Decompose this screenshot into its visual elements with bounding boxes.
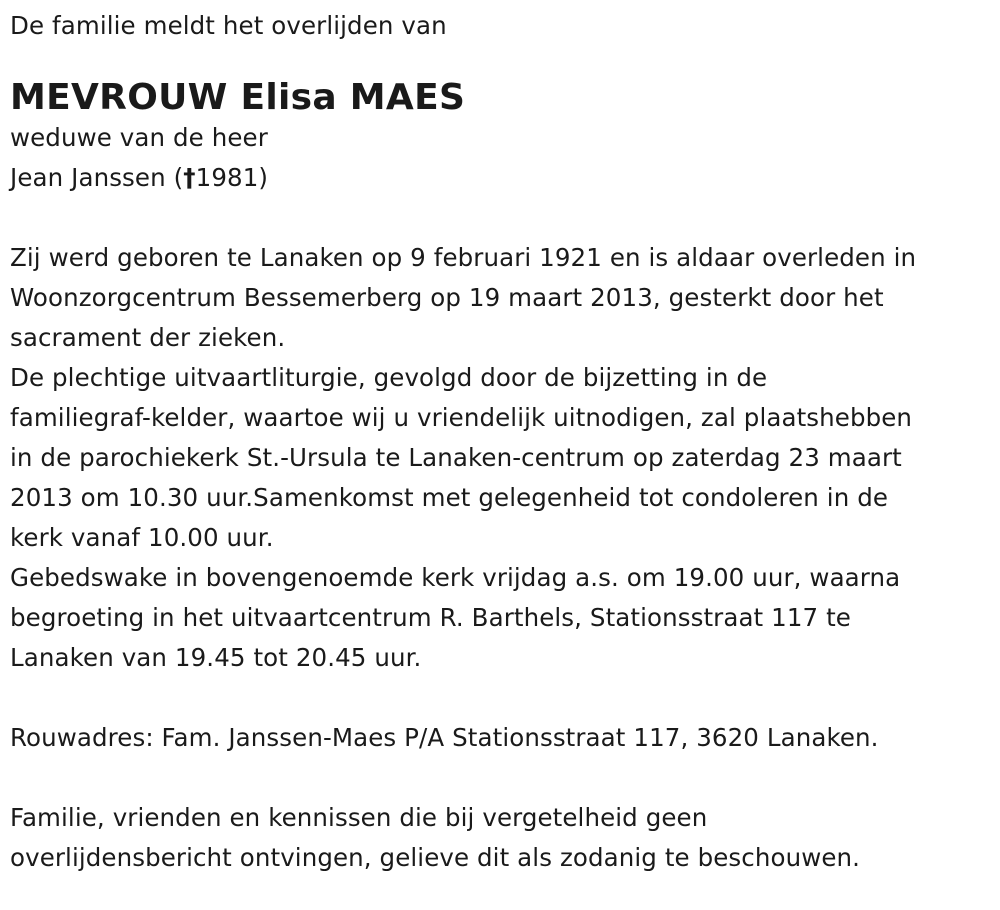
spouse-name: Jean Janssen ( (10, 163, 184, 192)
spacer (10, 198, 990, 238)
spouse-death-year: 1981) (195, 163, 269, 192)
spacer (10, 678, 990, 718)
body-line: kerk vanaf 10.00 uur. (10, 523, 274, 552)
cross-icon: † (183, 163, 196, 192)
body-line: in de parochiekerk St.-Ursula te Lanaken-centrum op zaterdag 23 maart (10, 443, 902, 472)
body-line: familiegraf-kelder, waartoe wij u vriendelijk uitnodigen, zal plaatshebben (10, 403, 913, 432)
body-line: begroeting in het uitvaartcentrum R. Barthels, Stationsstraat 117 te (10, 603, 851, 632)
closing-line: overlijdensbericht ontvingen, gelieve dit als zodanig te beschouwen. (10, 843, 861, 872)
spacer (10, 758, 990, 798)
closing-line: Familie, vrienden en kennissen die bij vergetelheid geen (10, 803, 708, 832)
deceased-name: MEVROUW Elisa MAES (10, 77, 466, 118)
body-line: De plechtige uitvaartliturgie, gevolgd door de bijzetting in de (10, 363, 768, 392)
mourning-address: Rouwadres: Fam. Janssen-Maes P/A Stationsstraat 117, 3620 Lanaken. (10, 723, 879, 752)
notice-body (10, 238, 990, 678)
body-line: sacrament der zieken. (10, 323, 286, 352)
body-line: Lanaken van 19.45 tot 20.45 uur. (10, 643, 422, 672)
body-line: Gebedswake in bovengenoemde kerk vrijdag a.s. om 19.00 uur, waarna (10, 563, 901, 592)
intro-text: De familie meldt het overlijden van (10, 11, 447, 40)
spacer (10, 44, 990, 76)
body-line: 2013 om 10.30 uur.Samenkomst met gelegenheid tot condoleren in de (10, 483, 889, 512)
spouse-line (10, 158, 990, 198)
body-line: Woonzorgcentrum Bessemerberg op 19 maart 2013, gesterkt door het (10, 283, 884, 312)
closing-text (10, 798, 990, 878)
body-line: Zij werd geboren te Lanaken op 9 februari 1921 en is aldaar overleden in (10, 243, 917, 272)
spouse-relation: weduwe van de heer (10, 123, 268, 152)
